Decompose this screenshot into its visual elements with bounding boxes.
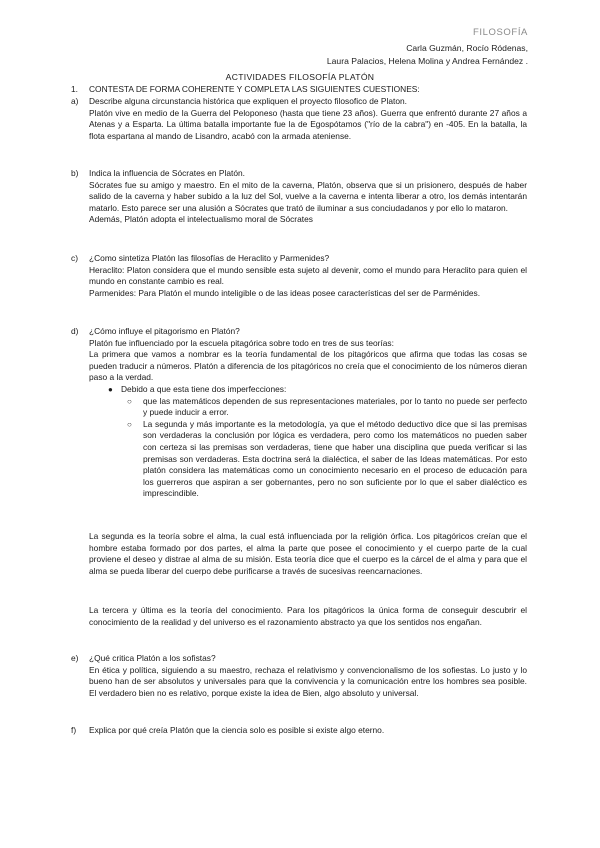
- question-e: [71, 653, 527, 699]
- document-title: ACTIVIDADES FILOSOFÍA PLATÓN: [225, 72, 375, 82]
- question-d-letter: d): [71, 326, 79, 336]
- answer-d-subpoint-1: [89, 396, 527, 419]
- question-b-text: Indica la influencia de Sócrates en Platón.: [89, 168, 245, 178]
- answer-c-heraclito: Heraclito: Platon considera que el mundo sensible esta sujeto al devenir, como el mundo para Heraclito para quien el mundo en constante cambio es real.: [89, 264, 527, 287]
- question-c: [71, 253, 527, 299]
- question-d-text: ¿Cómo influye el pitagorismo en Platón?: [89, 326, 240, 336]
- section-number: 1.: [71, 84, 78, 94]
- answer-d-bullet-text: Debido a que esta tiene dos imperfecciones:: [121, 383, 287, 394]
- section-heading-text: CONTESTA DE FORMA COHERENTE Y COMPLETA LAS SIGUIENTES CUESTIONES:: [89, 84, 420, 94]
- question-f-text: Explica por qué creía Platón que la ciencia solo es posible si existe algo eterno.: [89, 725, 385, 735]
- answer-e: En ética y política, siguiendo a su maestro, rechaza el relativismo y convencionalismo de los sofiestas. Lo justo y lo bueno han de ser absolutos y universales para que la convivencia y la comunicación entre los hombres sea posible. El verdadero bien no es relativo, porque existe la idea de Bien, algo absoluto y universal.: [89, 664, 527, 698]
- question-c-letter: c): [71, 253, 78, 263]
- subject-label: FILOSOFÍA: [472, 27, 528, 38]
- section-heading: [71, 84, 527, 96]
- question-d: [71, 326, 527, 500]
- question-e-text: ¿Qué critica Platón a los sofistas?: [89, 653, 216, 663]
- answer-b: Sócrates fue su amigo y maestro. En el mito de la caverna, Platón, observa que si un prisionero, después de haber salido de la caverna y haber subido a la luz del Sol, vuelve a la caverna e intenta liberar a otro, los demás intentarán matarlo. Esto parece ser una alusión a Sócrates que trató de iluminar a sus conciudadanos y por ello lo mataron.: [89, 179, 527, 213]
- answer-d-paragraph-2: La segunda es la teoría sobre el alma, la cual está influenciada por la religión órfica. Los pitagóricos creían que el hombre estaba formado por dos partes, el alma la parte que posee el conocimiento y el cuerpo parte de la cual proviene el deseo y distrae al alma de su misión. Esta teoría dice que el cuerpo es la cárcel de el alma y para que el alma se pueda liberar del cuerpo debe purificarse a través de sucesivas reencarnaciones.: [89, 531, 527, 576]
- question-b-letter: b): [71, 168, 79, 178]
- question-a-text: Describe alguna circunstancia histórica que expliquen el proyecto filosofico de Platon.: [89, 96, 407, 106]
- circle-bullet-icon: ○: [127, 396, 132, 406]
- question-c-text: ¿Como sintetiza Platón las filosofías de Heraclito y Parmenides?: [89, 253, 330, 263]
- authors-block: [327, 42, 528, 67]
- question-a-letter: a): [71, 96, 79, 106]
- answer-c-parmenides: Parmenides: Para Platón el mundo inteligible o de las ideas posee características del ser de Parménides.: [89, 287, 481, 298]
- answer-d-intro: Platón fue influenciado por la escuela pitagórica sobre todo en tres de sus teorías:: [89, 337, 394, 348]
- answer-d-bullet: [89, 384, 527, 396]
- answer-a: Platón vive en medio de la Guerra del Peloponeso (hasta que tiene 23 años). Guerra que enfrentó durante 27 años a Atenas y a Esparta. La última batalla importante fue la de Egospótamos ("río de la cabra") en -405. En la batalla, la flota espartana al mando de Lisandro, acabó con la armada ateniense.: [89, 107, 527, 141]
- bullet-dot-icon: ●: [108, 384, 113, 394]
- circle-bullet-icon: ○: [127, 419, 132, 429]
- answer-d-subpoint-2-text: La segunda y más importante es la metodología, ya que el método deductivo dice que si las premisas son verdaderas la conclusión por lógica es verdadera, pero como los matemáticos no pueden saber con certeza si las premisas son verdaderas, tiene que haber una disciplina que pueda verificar si las premisas son verdaderas. Esta doctrina será la dialéctica, el saber de las Ideas matemáticas. Por esto platón considera las matemáticas como un conocimiento necesario en el proceso de educación para los guerreros que aspiran a ser gobernantes, pero no son suficiente por lo que el saber dialéctico es imprescindible.: [143, 418, 527, 499]
- answer-b-extra: Además, Platón adopta el intelectualismo moral de Sócrates: [89, 214, 313, 225]
- answer-d-paragraph-1: La primera que vamos a nombrar es la teoría fundamental de los pitagóricos que afirma que todas las cosas se pueden traducir a números. Platón a diferencia de los pitagóricos no creía que el conocimiento de los números dieran paso a la verdad.: [89, 349, 527, 383]
- question-f-letter: f): [71, 725, 77, 735]
- authors-line-2: Laura Palacios, Helena Molina y Andrea Fernández .: [326, 55, 528, 66]
- answer-d-subpoint-1-text: que las matemáticos dependen de sus representaciones materiales, por lo tanto no puede ser perfecto y puede inducir a error.: [143, 395, 527, 418]
- answer-d-paragraph-3: La tercera y última es la teoría del conocimiento. Para los pitagóricos la única forma de conseguir descubrir el conocimiento de la realidad y del universo es el razonamiento abstracto ya que los sentidos nos engañan.: [89, 605, 527, 627]
- question-e-letter: e): [71, 653, 79, 663]
- question-a: [71, 96, 527, 142]
- question-f: [71, 725, 527, 737]
- authors-line-1: Carla Guzmán, Rocío Ródenas,: [406, 43, 528, 53]
- answer-d-subpoint-2: [89, 419, 527, 500]
- question-b: [71, 168, 527, 226]
